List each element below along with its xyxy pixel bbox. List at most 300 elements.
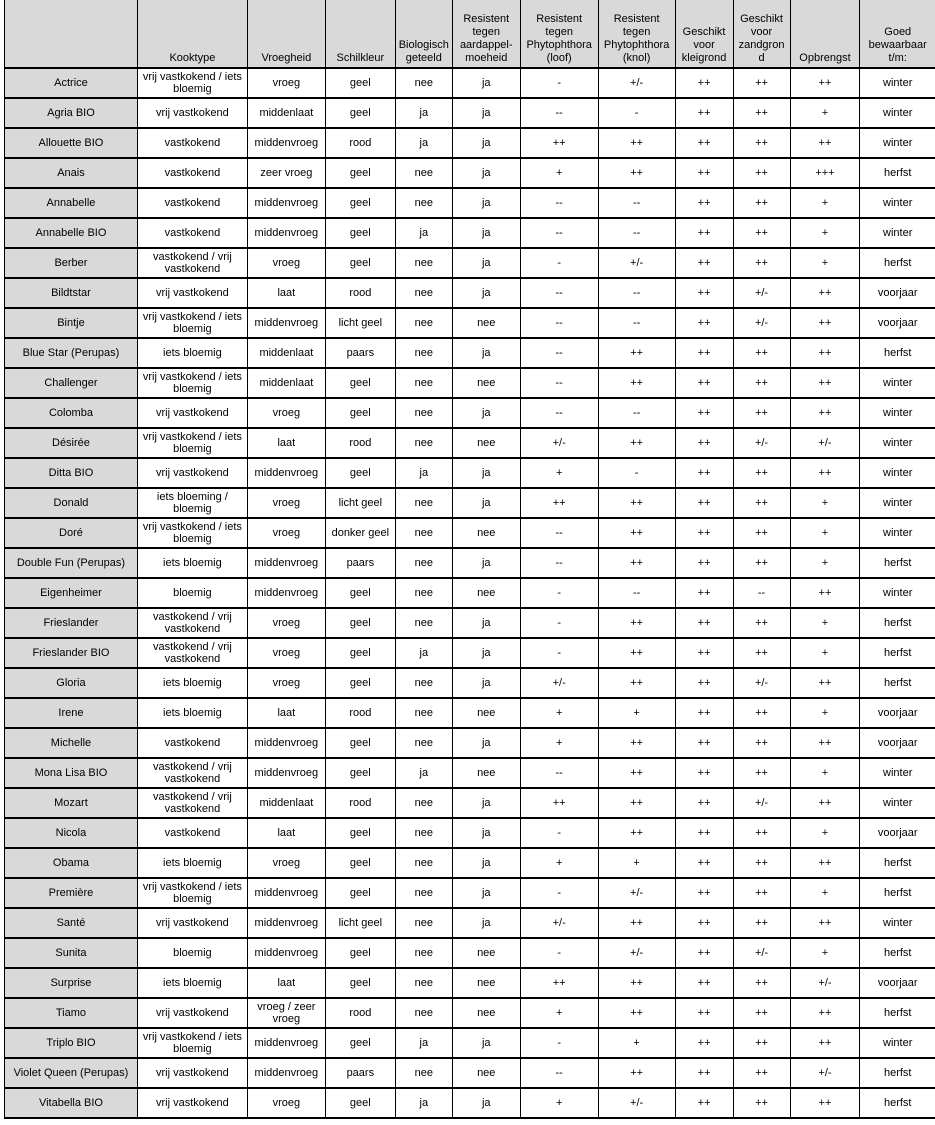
table-row xyxy=(5,308,935,338)
cell: vrij vastkokend xyxy=(137,1088,247,1118)
cell: ++ xyxy=(675,128,733,158)
cell: herfst xyxy=(860,938,935,968)
cell: ++ xyxy=(675,548,733,578)
cell: ++ xyxy=(675,698,733,728)
cell: ++ xyxy=(790,908,860,938)
cell: nee xyxy=(395,1058,452,1088)
cell: - xyxy=(520,68,598,98)
table-row xyxy=(5,158,935,188)
cell: + xyxy=(520,728,598,758)
row-label: Frieslander xyxy=(5,608,138,638)
cell: - xyxy=(520,1028,598,1058)
cell: middenlaat xyxy=(247,788,325,818)
cell: ++ xyxy=(733,218,790,248)
cell: ja xyxy=(452,818,520,848)
cell: vroeg xyxy=(247,1088,325,1118)
cell: nee xyxy=(452,998,520,1028)
table-row xyxy=(5,488,935,518)
cell: ++ xyxy=(675,188,733,218)
cell: +/- xyxy=(733,308,790,338)
cell: +/- xyxy=(598,878,675,908)
table-body xyxy=(5,68,935,1118)
cell: vastkokend xyxy=(137,818,247,848)
cell: nee xyxy=(452,1058,520,1088)
table-row xyxy=(5,848,935,878)
cell: laat xyxy=(247,818,325,848)
row-label: Triplo BIO xyxy=(5,1028,138,1058)
cell: ja xyxy=(452,788,520,818)
cell: nee xyxy=(395,158,452,188)
cell: nee xyxy=(395,938,452,968)
row-label: Frieslander BIO xyxy=(5,638,138,668)
cell: ++ xyxy=(675,278,733,308)
cell: ++ xyxy=(675,938,733,968)
cell: paars xyxy=(325,1058,395,1088)
cell: ja xyxy=(452,638,520,668)
cell: ++ xyxy=(790,398,860,428)
cell: ++ xyxy=(675,488,733,518)
cell: ++ xyxy=(790,308,860,338)
cell: + xyxy=(790,938,860,968)
cell: ++ xyxy=(675,1028,733,1058)
cell: ++ xyxy=(790,668,860,698)
column-header: Resistent tegen Phytophthora (knol) xyxy=(598,0,675,68)
cell: -- xyxy=(520,308,598,338)
table-row xyxy=(5,578,935,608)
table-row xyxy=(5,128,935,158)
cell: vrij vastkokend xyxy=(137,908,247,938)
cell: ++ xyxy=(675,1088,733,1118)
cell: ++ xyxy=(790,68,860,98)
cell: nee xyxy=(452,578,520,608)
column-header: Vroegheid xyxy=(247,0,325,68)
row-label: Première xyxy=(5,878,138,908)
cell: + xyxy=(790,248,860,278)
cell: middenlaat xyxy=(247,338,325,368)
cell: ja xyxy=(452,728,520,758)
row-label: Blue Star (Perupas) xyxy=(5,338,138,368)
row-label: Nicola xyxy=(5,818,138,848)
cell: nee xyxy=(452,938,520,968)
cell: + xyxy=(790,638,860,668)
cell: ++ xyxy=(598,758,675,788)
column-header: Kooktype xyxy=(137,0,247,68)
cell: ja xyxy=(452,128,520,158)
table-row xyxy=(5,398,935,428)
cell: ++ xyxy=(675,818,733,848)
cell: iets bloemig xyxy=(137,338,247,368)
cell: ++ xyxy=(790,338,860,368)
cell: -- xyxy=(598,308,675,338)
cell: ++ xyxy=(598,368,675,398)
cell: middenvroeg xyxy=(247,1028,325,1058)
table-row xyxy=(5,818,935,848)
table-row xyxy=(5,98,935,128)
cell: - xyxy=(520,578,598,608)
cell: -- xyxy=(520,338,598,368)
cell: vrij vastkokend / iets bloemig xyxy=(137,308,247,338)
cell: - xyxy=(598,98,675,128)
cell: middenlaat xyxy=(247,98,325,128)
cell: ++ xyxy=(733,248,790,278)
cell: geel xyxy=(325,578,395,608)
column-header: Biologisch geteeld xyxy=(395,0,452,68)
cell: bloemig xyxy=(137,938,247,968)
cell: winter xyxy=(860,398,935,428)
cell: geel xyxy=(325,638,395,668)
cell: + xyxy=(790,878,860,908)
cell: ja xyxy=(395,128,452,158)
row-label: Michelle xyxy=(5,728,138,758)
cell: ++ xyxy=(675,638,733,668)
cell: +/- xyxy=(733,668,790,698)
cell: + xyxy=(790,518,860,548)
cell: herfst xyxy=(860,158,935,188)
cell: ++ xyxy=(675,98,733,128)
cell: -- xyxy=(520,758,598,788)
cell: vrij vastkokend xyxy=(137,1058,247,1088)
cell: - xyxy=(520,248,598,278)
cell: geel xyxy=(325,1028,395,1058)
cell: winter xyxy=(860,518,935,548)
cell: iets bloemig xyxy=(137,668,247,698)
cell: vrij vastkokend xyxy=(137,398,247,428)
cell: + xyxy=(790,698,860,728)
row-label: Obama xyxy=(5,848,138,878)
cell: - xyxy=(520,878,598,908)
cell: winter xyxy=(860,98,935,128)
cell: + xyxy=(520,158,598,188)
cell: ++ xyxy=(675,368,733,398)
cell: ++ xyxy=(790,728,860,758)
cell: ++ xyxy=(598,1058,675,1088)
cell: ++ xyxy=(598,998,675,1028)
cell: ja xyxy=(395,98,452,128)
cell: laat xyxy=(247,278,325,308)
cell: rood xyxy=(325,788,395,818)
cell: middenvroeg xyxy=(247,218,325,248)
cell: +/- xyxy=(520,908,598,938)
cell: ++ xyxy=(733,398,790,428)
cell: ++ xyxy=(675,998,733,1028)
cell: - xyxy=(598,458,675,488)
cell: +/- xyxy=(733,278,790,308)
cell: nee xyxy=(395,788,452,818)
cell: ++ xyxy=(675,158,733,188)
cell: ja xyxy=(452,1088,520,1118)
cell: ja xyxy=(395,1028,452,1058)
cell: ja xyxy=(452,278,520,308)
table-row xyxy=(5,1028,935,1058)
cell: nee xyxy=(395,968,452,998)
cell: iets bloemig xyxy=(137,848,247,878)
cell: ++ xyxy=(733,998,790,1028)
cell: iets bloemig xyxy=(137,698,247,728)
cell: geel xyxy=(325,368,395,398)
row-label: Santé xyxy=(5,908,138,938)
column-header: Schilkleur xyxy=(325,0,395,68)
cell: winter xyxy=(860,788,935,818)
cell: + xyxy=(790,488,860,518)
cell: +/- xyxy=(598,938,675,968)
cell: ja xyxy=(395,458,452,488)
cell: middenvroeg xyxy=(247,908,325,938)
cell: + xyxy=(520,698,598,728)
cell: ++ xyxy=(733,1088,790,1118)
table-row xyxy=(5,68,935,98)
table-row xyxy=(5,758,935,788)
cell: iets bloemig xyxy=(137,548,247,578)
cell: -- xyxy=(520,548,598,578)
cell: +/- xyxy=(598,248,675,278)
cell: ja xyxy=(452,878,520,908)
cell: ++ xyxy=(790,278,860,308)
cell: + xyxy=(790,758,860,788)
table-row xyxy=(5,878,935,908)
cell: vrij vastkokend xyxy=(137,278,247,308)
table-row xyxy=(5,428,935,458)
cell: vrij vastkokend / iets bloemig xyxy=(137,368,247,398)
cell: herfst xyxy=(860,878,935,908)
cell: winter xyxy=(860,218,935,248)
column-header: Geschikt voor zandgrond xyxy=(733,0,790,68)
cell: voorjaar xyxy=(860,968,935,998)
cell: nee xyxy=(395,698,452,728)
cell: ++ xyxy=(733,818,790,848)
cell: + xyxy=(598,1028,675,1058)
cell: iets bloeming / bloemig xyxy=(137,488,247,518)
cell: + xyxy=(520,458,598,488)
cell: ++ xyxy=(733,458,790,488)
table-row xyxy=(5,548,935,578)
cell: ++ xyxy=(675,428,733,458)
cell: nee xyxy=(395,848,452,878)
cell: ++ xyxy=(598,608,675,638)
cell: ++ xyxy=(733,98,790,128)
cell: ++ xyxy=(675,218,733,248)
table-row xyxy=(5,218,935,248)
cell: ++ xyxy=(675,878,733,908)
cell: -- xyxy=(598,188,675,218)
cell: licht geel xyxy=(325,488,395,518)
table-row xyxy=(5,278,935,308)
cell: vroeg xyxy=(247,608,325,638)
cell: ++ xyxy=(675,398,733,428)
cell: - xyxy=(520,818,598,848)
cell: ++ xyxy=(598,518,675,548)
cell: geel xyxy=(325,458,395,488)
cell: ++ xyxy=(790,1088,860,1118)
cell: +/- xyxy=(733,428,790,458)
cell: herfst xyxy=(860,1088,935,1118)
cell: rood xyxy=(325,998,395,1028)
cell: +/- xyxy=(598,68,675,98)
cell: ++ xyxy=(733,488,790,518)
row-label: Désirée xyxy=(5,428,138,458)
cell: vastkokend / vrij vastkokend xyxy=(137,608,247,638)
row-label: Ditta BIO xyxy=(5,458,138,488)
cell: laat xyxy=(247,968,325,998)
cell: nee xyxy=(395,998,452,1028)
cell: geel xyxy=(325,1088,395,1118)
cell: herfst xyxy=(860,848,935,878)
table-row xyxy=(5,458,935,488)
cell: -- xyxy=(520,188,598,218)
cell: geel xyxy=(325,98,395,128)
cell: +/- xyxy=(733,938,790,968)
cell: herfst xyxy=(860,668,935,698)
cell: ja xyxy=(452,668,520,698)
cell: winter xyxy=(860,1028,935,1058)
row-label: Sunita xyxy=(5,938,138,968)
cell: -- xyxy=(520,278,598,308)
cell: nee xyxy=(395,398,452,428)
cell: nee xyxy=(395,308,452,338)
cell: -- xyxy=(520,518,598,548)
cell: middenvroeg xyxy=(247,458,325,488)
cell: ja xyxy=(452,98,520,128)
cell: ++ xyxy=(675,758,733,788)
cell: vastkokend xyxy=(137,218,247,248)
row-label: Mozart xyxy=(5,788,138,818)
corner-header xyxy=(5,0,138,68)
cell: rood xyxy=(325,428,395,458)
cell: voorjaar xyxy=(860,728,935,758)
cell: middenvroeg xyxy=(247,1058,325,1088)
cell: ++ xyxy=(733,758,790,788)
cell: winter xyxy=(860,128,935,158)
cell: rood xyxy=(325,698,395,728)
cell: ++ xyxy=(790,458,860,488)
row-label: Annabelle xyxy=(5,188,138,218)
cell: middenvroeg xyxy=(247,938,325,968)
cell: + xyxy=(520,848,598,878)
cell: geel xyxy=(325,728,395,758)
row-label: Mona Lisa BIO xyxy=(5,758,138,788)
cell: nee xyxy=(395,338,452,368)
cell: ++ xyxy=(733,908,790,938)
column-header: Goed bewaarbaar t/m: xyxy=(860,0,935,68)
cell: vastkokend xyxy=(137,128,247,158)
cell: ++ xyxy=(675,68,733,98)
cell: ++ xyxy=(598,968,675,998)
cell: nee xyxy=(395,878,452,908)
cell: middenvroeg xyxy=(247,128,325,158)
cell: ++ xyxy=(733,1058,790,1088)
cell: + xyxy=(790,548,860,578)
cell: ja xyxy=(452,68,520,98)
cell: geel xyxy=(325,878,395,908)
cell: nee xyxy=(395,818,452,848)
cell: winter xyxy=(860,428,935,458)
row-label: Tiamo xyxy=(5,998,138,1028)
cell: ja xyxy=(452,188,520,218)
header-row xyxy=(5,0,935,68)
cell: geel xyxy=(325,818,395,848)
cell: ++ xyxy=(790,368,860,398)
cell: middenvroeg xyxy=(247,758,325,788)
cell: ++ xyxy=(598,728,675,758)
cell: vrij vastkokend xyxy=(137,98,247,128)
cell: ++ xyxy=(598,908,675,938)
row-label: Annabelle BIO xyxy=(5,218,138,248)
row-label: Violet Queen (Perupas) xyxy=(5,1058,138,1088)
table-row xyxy=(5,638,935,668)
cell: + xyxy=(520,998,598,1028)
cell: nee xyxy=(395,608,452,638)
column-header: Geschikt voor kleigrond xyxy=(675,0,733,68)
cell: ja xyxy=(452,1028,520,1058)
cell: ++ xyxy=(733,968,790,998)
cell: ++ xyxy=(790,578,860,608)
cell: ++ xyxy=(790,788,860,818)
cell: winter xyxy=(860,578,935,608)
cell: ++ xyxy=(598,488,675,518)
column-header: Opbrengst xyxy=(790,0,860,68)
cell: ++ xyxy=(790,1028,860,1058)
cell: geel xyxy=(325,968,395,998)
cell: ja xyxy=(452,548,520,578)
cell: paars xyxy=(325,548,395,578)
cell: ++ xyxy=(733,338,790,368)
cell: vrij vastkokend / iets bloemig xyxy=(137,428,247,458)
cell: geel xyxy=(325,248,395,278)
row-label: Bildtstar xyxy=(5,278,138,308)
cell: -- xyxy=(598,578,675,608)
cell: winter xyxy=(860,188,935,218)
cell: + xyxy=(790,188,860,218)
cell: ++ xyxy=(790,998,860,1028)
cell: ++ xyxy=(598,428,675,458)
cell: ++ xyxy=(675,728,733,758)
cell: middenvroeg xyxy=(247,728,325,758)
row-label: Double Fun (Perupas) xyxy=(5,548,138,578)
cell: ++ xyxy=(675,338,733,368)
cell: ++ xyxy=(598,788,675,818)
cell: vastkokend xyxy=(137,188,247,218)
row-label: Irene xyxy=(5,698,138,728)
column-header: Resistent tegen aardappel-moeheid xyxy=(452,0,520,68)
cell: ++ xyxy=(733,878,790,908)
cell: nee xyxy=(395,488,452,518)
cell: herfst xyxy=(860,248,935,278)
cell: ++ xyxy=(733,368,790,398)
cell: vroeg xyxy=(247,248,325,278)
cell: paars xyxy=(325,338,395,368)
cell: vroeg xyxy=(247,668,325,698)
cell: ++ xyxy=(675,578,733,608)
cell: nee xyxy=(395,728,452,758)
cell: voorjaar xyxy=(860,818,935,848)
row-label: Donald xyxy=(5,488,138,518)
cell: ++ xyxy=(675,668,733,698)
cell: vastkokend xyxy=(137,728,247,758)
table-row xyxy=(5,668,935,698)
cell: winter xyxy=(860,458,935,488)
cell: laat xyxy=(247,428,325,458)
cell: ++ xyxy=(675,308,733,338)
cell: ++ xyxy=(675,458,733,488)
cell: + xyxy=(790,818,860,848)
cell: +/- xyxy=(790,428,860,458)
cell: ja xyxy=(452,398,520,428)
cell: -- xyxy=(598,278,675,308)
cell: herfst xyxy=(860,998,935,1028)
cell: ja xyxy=(452,488,520,518)
cell: +/- xyxy=(790,968,860,998)
cell: nee xyxy=(452,368,520,398)
table-row xyxy=(5,518,935,548)
